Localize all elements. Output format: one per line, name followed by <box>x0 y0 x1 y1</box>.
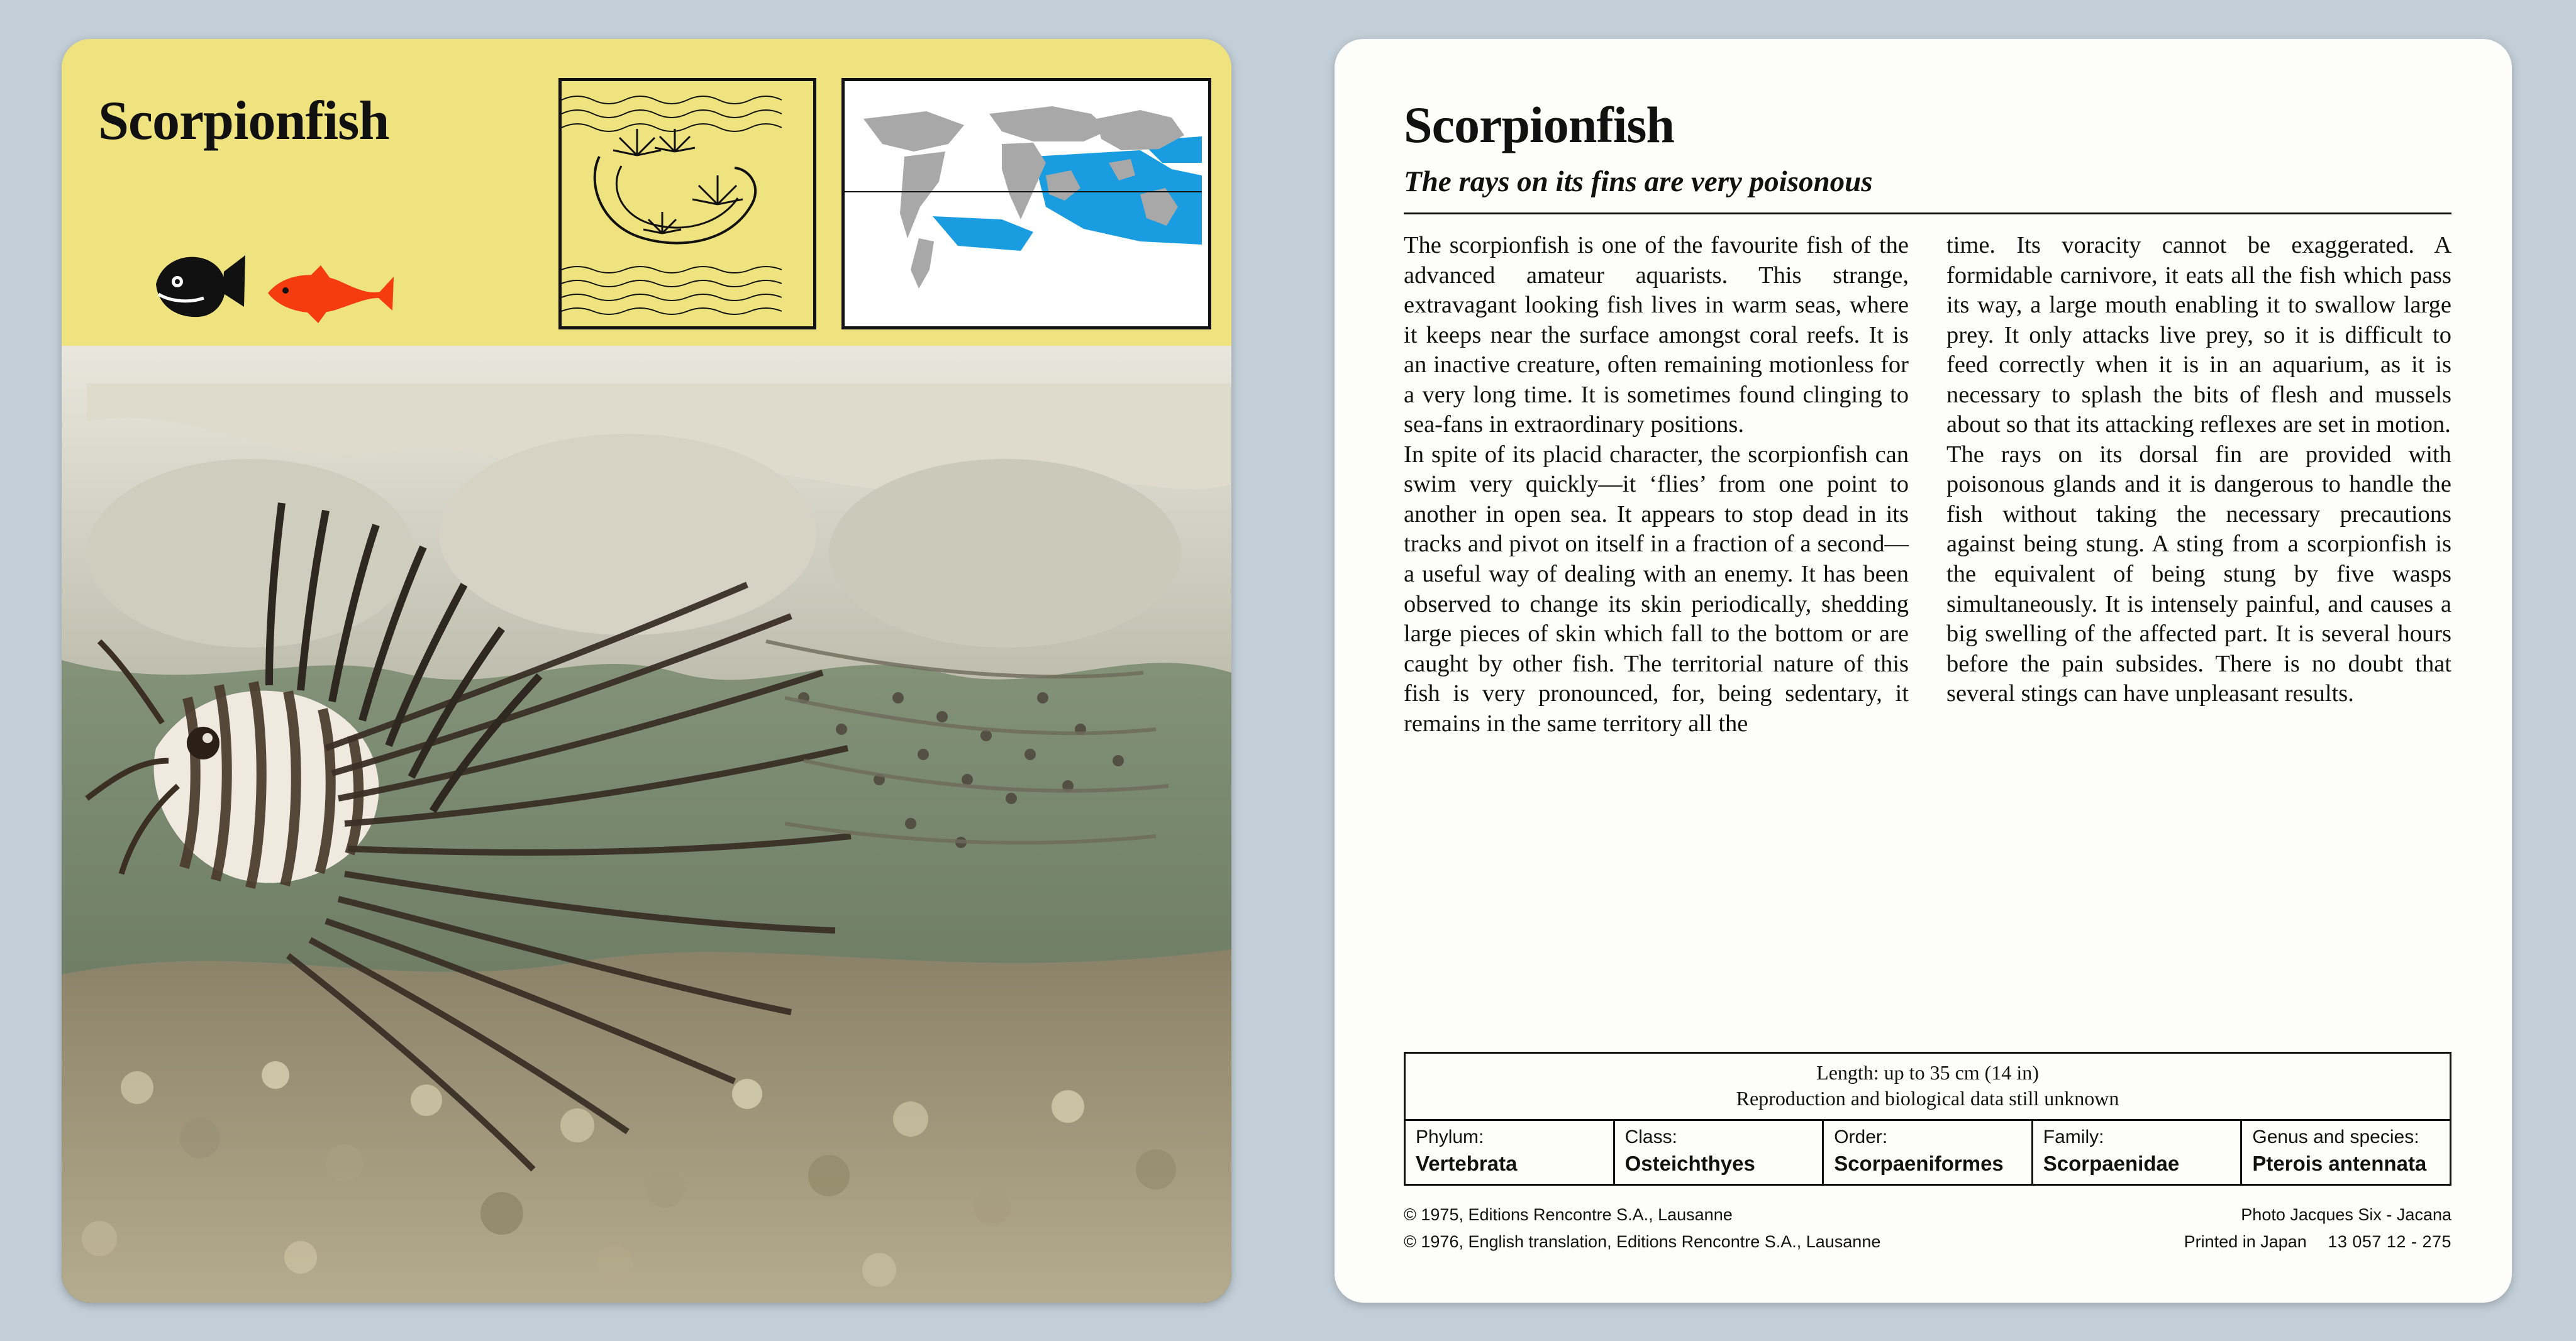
taxonomy-cell-class <box>1615 1121 1824 1184</box>
card-front <box>62 39 1231 1303</box>
article-column-right <box>1946 231 2451 739</box>
front-header <box>62 39 1231 346</box>
paragraph: The rays on its dorsal fin are provided with poisonous glands and it is dangerous to handle the fish without taking the necessary precautions against being stung. A sting from a scorpionfish is the equivalent of being stung by five wasps simultaneously. It is intensely painful, and causes a big swelling of the affected part. It is several hours before the pain subsides. There is no doubt that several stings can have unpleasant results. <box>1946 441 2451 707</box>
cell-value: Pterois antennata <box>2252 1152 2427 1175</box>
paragraph: The scorpionfish is one of the favourite fish of the advanced amateur aquarists. This strange, extravagant looking fish lives in warm seas, where it keeps near the surface amongst coral reefs. It is an inactive creature, often remaining motionless for a very long time. It is sometimes found clinging to sea-fans in extraordinary positions. <box>1404 232 1909 438</box>
cell-value: Scorpaeniformes <box>1834 1152 2004 1175</box>
taxonomy-cell-genus-species <box>2242 1121 2450 1184</box>
distribution-map <box>841 78 1211 329</box>
specimen-summary <box>1406 1054 2450 1121</box>
copyright-block <box>1404 1201 1880 1256</box>
cell-label: Genus and species: <box>2252 1127 2419 1147</box>
reproduction-line: Reproduction and biological data still unknown <box>1736 1087 2119 1110</box>
length-line: Length: up to 35 cm (14 in) <box>1816 1061 2039 1084</box>
scorpionfish-photo <box>62 346 1231 1303</box>
printed-in: Printed in Japan <box>2184 1232 2307 1252</box>
card-footer <box>1404 1201 2451 1256</box>
print-info <box>2184 1228 2451 1256</box>
paragraph: In spite of its placid character, the scorpionfish can swim very quickly—it ‘flies’ from one point to another in open sea. It appears to stop dead in its tracks and pivot on itself in a fraction of a second—a useful way of dealing with an enemy. It has been observed to change its skin periodically, shedding large pieces of skin which fall to the bottom or are caught by other fish. The territorial nature of this fish is very pronounced, for, being sedentary, it remains in the same territory all the <box>1404 441 1909 737</box>
cell-label: Class: <box>1624 1127 1677 1147</box>
cell-value: Vertebrata <box>1416 1152 1518 1175</box>
photo-credit: Photo Jacques Six - Jacana <box>2241 1205 2451 1224</box>
fish-silhouette-red-icon <box>263 258 426 333</box>
credits-block <box>2184 1201 2451 1256</box>
back-card-subtitle: The rays on its fins are very poisonous <box>1404 165 1873 198</box>
title-divider <box>1404 212 2451 214</box>
cell-value: Osteichthyes <box>1624 1152 1755 1175</box>
cell-value: Scorpaenidae <box>2043 1152 2180 1175</box>
back-card-title: Scorpionfish <box>1404 96 1674 153</box>
card-code: 13 057 12 - 275 <box>2328 1232 2451 1252</box>
taxonomy-cell-phylum <box>1406 1121 1615 1184</box>
silhouette-group <box>150 246 414 328</box>
taxonomy-row <box>1406 1121 2450 1184</box>
copyright-line-2: © 1976, English translation, Editions Rencontre S.A., Lausanne <box>1404 1232 1881 1252</box>
habitat-illustration <box>558 78 816 329</box>
cell-label: Order: <box>1834 1127 1888 1147</box>
copyright-line-1: © 1975, Editions Rencontre S.A., Lausanne <box>1404 1205 1733 1224</box>
taxonomy-table <box>1404 1052 2451 1186</box>
lionfish-photo-illustration <box>62 346 1231 1303</box>
taxonomy-cell-order <box>1824 1121 2033 1184</box>
card-back <box>1335 39 2512 1303</box>
cell-label: Family: <box>2043 1127 2104 1147</box>
front-card-title: Scorpionfish <box>98 91 389 152</box>
article-columns <box>1404 231 2451 739</box>
taxonomy-cell-family <box>2033 1121 2243 1184</box>
world-distribution-map-icon <box>845 81 1202 320</box>
cell-label: Phylum: <box>1416 1127 1484 1147</box>
paragraph: time. Its voracity cannot be exaggerated. A formidable carnivore, it eats all the fish which pass its way, a large mouth enabling it to swallow large prey. It only attacks live prey, so it is difficult to feed correctly when it is in an aquarium, as it is necessary to splash the bits of flesh and mussels about so that its attacking reflexes are set in motion. <box>1946 232 2451 438</box>
coral-reef-habitat-icon <box>562 81 807 320</box>
article-column-left <box>1404 231 1909 739</box>
